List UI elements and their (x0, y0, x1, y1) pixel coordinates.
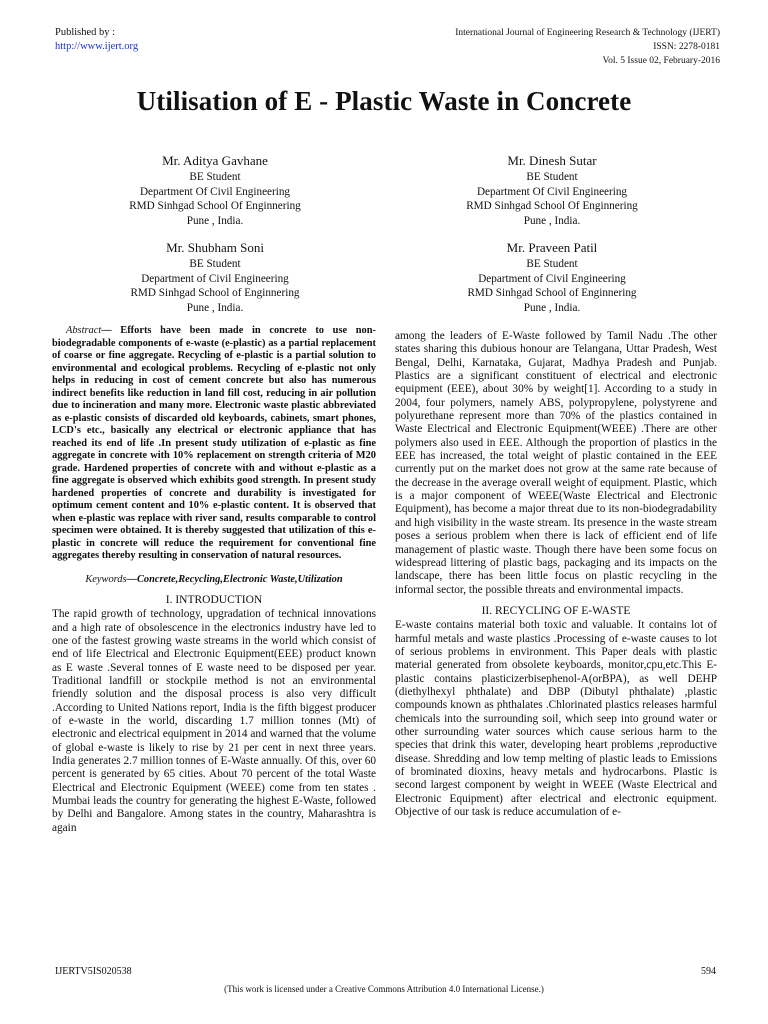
author-name: Mr. Dinesh Sutar (507, 153, 597, 168)
author-department: Department of Civil Engineering (478, 272, 626, 285)
author-department: Department of Civil Engineering (141, 272, 289, 285)
keywords-label: Keywords (85, 573, 127, 585)
journal-issn: ISSN: 2278-0181 (653, 42, 720, 52)
author-city: Pune , India. (186, 214, 244, 227)
left-column (52, 325, 376, 835)
author-role: BE Student (189, 258, 241, 270)
author-school: RMD Sinhgad School Of Enginnering (129, 200, 301, 212)
author-role: BE Student (526, 258, 578, 270)
paper-id: IJERTV5IS020538 (55, 966, 132, 977)
author-city: Pune , India. (523, 214, 581, 227)
published-by-label: Published by : (55, 27, 116, 38)
author-block (55, 153, 375, 228)
author-school: RMD Sinhgad School of Enginnering (130, 287, 300, 299)
author-school: RMD Sinhgad School Of Enginnering (466, 200, 638, 212)
license-note: (This work is licensed under a Creative Commons Attribution 4.0 International License.) (224, 984, 544, 994)
author-name: Mr. Shubham Soni (166, 240, 264, 255)
introduction-continued-paragraph: among the leaders of E-Waste followed by Tamil Nadu .The other states sharing this dubious honour are Telangana, Uttar Pradesh, West Bengal, Delhi, Karnataka, Gujarat, Madhya Pradesh and Punjab. Plastics are a significant constituent of electrical and electronic equipment (EEE), about 30% by weight[1]. According to a study in 2004, four polymers, namely ABS, polypropylene, polystyrene and polyurethane represent more than 70% of the plastics contained in Waste Electrical and Electronic Equipment(WEEE) .There are other polymers also used in EEE. Although the proportion of plastics in the EEE has increased, the total weight of plastic contained in the EEE currently put on the market does not grow at the same rate because of the decrease in the average overall weight of equipment. Plastic, which is a major component of WEEE(Waste Electrical and Electronic Equipment), has become a major threat due to its non-biodegradability and high visibility in the waste stream. Its presence in the waste stream poses a serious problem when there is lack of efficient end of life management of plastic waste. Though there have been some focus on widespread littering of plastic bags, packaging and its impacts on the landscape, there has been little focus on plastic recycling in the informal sector, the possible threats and environmental impacts. (395, 330, 717, 596)
author-block (392, 153, 712, 228)
abstract (52, 325, 376, 563)
abstract-text: — Efforts have been made in concrete to use non-biodegradable components of e-waste (e-plastic) as a partial replacement of coarse or fine aggregate. Recycling of e-plastic is a partial solution to environmental and ecological problems. Recycling of e-plastic not only helps in reducing in cost of cement concrete but also has numerous indirect benefits like reduction in land fill cost, reducing in air pollution due to incineration and many more. Electronic waste plastic abbreviated as e-plastic consists of discarded old keyboards, cabinets, smart phones, LCD's etc., basically any electrical or electronic appliance that has reached its end of life .In present study utilization of e-plastic as fine aggregate in concrete with 10% replacement on strength criteria of M20 grade. Hardened properties of concrete with and without e-plastic as a fine aggregate is observed which exhibits good strength. In present study hardened properties of concrete and durability is investigated for optimum cement content and 10% e-plastic content. It is observed that when e-plastic was replace with river sand, results comparable to control specimen were obtained. It is thereby suggested that utilization of this e-plastic in concrete will reduce the requirement for conventional fine aggregates thereby resulting in conservation of natural resources. (52, 325, 376, 561)
author-department: Department Of Civil Engineering (139, 185, 291, 198)
author-school: RMD Sinhgad School of Enginnering (467, 287, 637, 299)
author-role: BE Student (526, 171, 578, 183)
author-name: Mr. Aditya Gavhane (162, 153, 268, 168)
section-heading-introduction: I. INTRODUCTION (165, 593, 263, 606)
page-number: 594 (701, 966, 716, 977)
abstract-label: Abstract (66, 325, 102, 336)
keywords-text: —Concrete,Recycling,Electronic Waste,Utilization (126, 573, 343, 585)
author-name: Mr. Praveen Patil (506, 240, 598, 255)
author-city: Pune , India. (523, 301, 581, 314)
right-column (395, 330, 717, 819)
author-department: Department Of Civil Engineering (476, 185, 628, 198)
recycling-paragraph: E-waste contains material both toxic and valuable. It contains lot of harmful metals and waste plastics .Processing of e-waste causes to lot of serious problems in environment. This Paper deals with plastic material generated from obsolete keyboards, monitor,cpu,etc.This E-plastic contains plasticizerbisephenol-A(orBPA), as well DEHP (diethylhexyl phthalate) and DBP (Dibutyl phthalate) ,plastic compounds known as phthalates .Chlorinated plastics releases harmful chemicals into the surrounding soil, which seep into ground water or other surrounding water sources which cause serious harm to the species that drink this water, developing heart problems ,reproductive disease. Shredding and low temp melting of plastic leads to Emissions of brominated dioxins, heavy metals and hydrocarbons. Plastic is second largest component by weight in WEEE (Waste Electrical and Electronic Equipment) after electrical and electronic equipment. Objective of our task is reduce accumulation of e- (395, 619, 717, 819)
author-city: Pune , India. (186, 301, 244, 314)
publisher-block (55, 26, 138, 54)
section-heading-recycling: II. RECYCLING OF E-WASTE (481, 604, 631, 617)
paper-title: Utilisation of E - Plastic Waste in Concrete (136, 86, 632, 116)
journal-name: International Journal of Engineering Research & Technology (IJERT) (455, 28, 720, 38)
introduction-paragraph: The rapid growth of technology, upgradation of technical innovations and a high rate of obsolescence in the electronics industry have led to one of the fastest growing waste streams in the world which consist of end of life Electrical and Electronic Equipment(EEE) product known as E waste .Several tonnes of E waste need to be disposed per year. Traditional landfill or stockpile method is not an environmental friendly solution and the disposal process is also very difficult .According to United Nations report, India is the fifth biggest producer of e-waste in the world, discarding 1.7 million tonnes (Mt) of electronic and electrical equipment in 2014 and warned that the volume of global e-waste is likely to rise by 21 per cent in next three years. India generates 2.7 million tonnes of E-Waste annually. Of this, over 60 percent is generated by 65 cities. About 70 percent of the total Waste Electrical and Electronic Equipment (WEEE) come from ten states . Mumbai leads the country for generating the highest E-Waste, followed by Delhi and Bangalore. Among states in the country, Maharashtra is again (52, 608, 377, 834)
keywords (52, 573, 376, 586)
journal-volume: Vol. 5 Issue 02, February-2016 (602, 56, 720, 66)
author-block (55, 240, 375, 315)
journal-info-block (455, 26, 720, 68)
author-block (392, 240, 712, 315)
author-role: BE Student (189, 171, 241, 183)
journal-url-link[interactable]: http://www.ijert.org (55, 41, 139, 52)
